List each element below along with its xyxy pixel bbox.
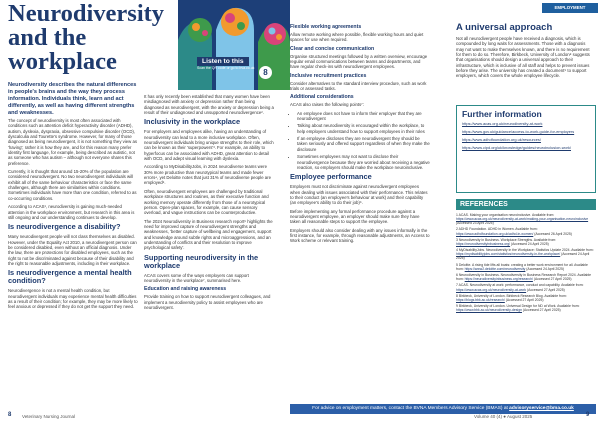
paragraph: The concept of neurodiversity is most often associated with conditions such as attention deficit hyperactivity disorder (ADHD), autism, dyslexia, dyspraxia, obsessive compulsive disorder (OCD), dyscalculia and Tourette's syndrome. However, for many of those diagnosed as being neurodivergent, it is not something they view as 'having'; rather it is how they are, and for this reason many prefer identity first language, for example, being described as autistic, not as someone who has autism – although not everyone shares this preference. <box>8 118 137 166</box>
references-header: REFERENCES <box>456 199 596 210</box>
paragraph: Currently, it is thought that around 15-20% of the population are considered neurodivergent. No two neurodivergent individuals will exhibit all of the same behaviour characteristics or face the same challenges, although there are similarities within conditions. Sometimes individuals have more than one condition, referred to as co-occurring conditions. <box>8 169 137 201</box>
reference-link[interactable]: https://neurodiversityinbusiness.org/ <box>456 241 511 246</box>
paragraph: ACAS covers some of the ways employers can support neurodiversity in the workplace⁷, summarised here. <box>144 272 249 283</box>
heading-supporting: Supporting neurodiversity in the workplace <box>144 252 259 270</box>
reference-link[interactable]: https://www.acas.org.uk/neurodiversity-at-work <box>456 287 527 292</box>
heading-communication: Clear and concise communication <box>290 45 375 52</box>
issue-info: Volume 40 (4) ● August 2025 <box>474 414 533 419</box>
paragraph: Before implementing any formal performance procedure against a neurodivergent employee, an employer should make sure they have taken all reasonable steps to support the employee. <box>290 208 420 225</box>
paragraph: For employers and employees alike, having an understanding of neurodiversity can lead to a more inclusive workplace. Often, neurodivergent individuals bring unique strengths to their role, which can be known as their 'superpowers'³. For example, an ability to hyperfocus can be associated with ADHD, great attention to detail with OCD, and adept visual learning with dyslexia. <box>144 129 274 162</box>
reference-text: 3 Neurodiversity in Business. Workplace Strengths. Available from: <box>456 237 557 242</box>
reference-accessed: (Accessed 24 April 2025) <box>525 266 564 271</box>
page-title: Neurodiversity and the workplace <box>8 0 165 75</box>
list-item: • If an employee discloses they are neurodivergent they should be taken seriously and offered support regardless of when they make the disclosure <box>297 136 430 152</box>
reference-item <box>456 273 596 281</box>
brain-illustration-banner <box>178 0 290 90</box>
heading-education: Education and raising awareness <box>144 286 227 293</box>
reference-accessed: (Accessed 24 April 2025) <box>510 241 549 246</box>
reference-link[interactable]: https://www.acas.org.uk/neurodiversity-at-work/making-your-organisation-neuroinclusive <box>456 217 589 222</box>
reference-link[interactable]: https://www.bbk.ac.uk/neurodiversity-design <box>456 308 522 313</box>
heading-inclusivity: Inclusivity in the workplace <box>144 117 241 127</box>
paragraph: The 2024 Neurodiversity in Business research report⁶ highlights the need for improved capture of neurodivergent strengths and weaknesses, 'better capture of wellbeing and engagement, support and knowledge around subtle rights and microaggressions, and an understanding of conflicts and their resolution to improve psychological safety'. <box>144 218 273 251</box>
reference-item <box>456 263 596 271</box>
reference-link[interactable]: https://blogs.bbk.ac.uk/research/ <box>456 297 505 302</box>
reference-text: 1 ACAS. Making your organisation neuroinclusive. Available from: <box>456 213 555 217</box>
reference-accessed: (Accessed 27 April 2025) <box>532 277 572 282</box>
heading-universal: A universal approach <box>456 22 553 33</box>
advice-email-link[interactable]: advisoryservice@bma.co.uk <box>509 406 574 411</box>
paragraph: It has only recently been established that many women have been misdiagnosed with anxiety or depression rather than being diagnosed as neurodivergent, with the anxiety or depression being a result of their undiagnosed and unsupported neurodivergence². <box>144 94 274 116</box>
reference-item <box>456 294 596 302</box>
reference-text: 5 Deloitte. A rising tide lifts all boats: creating a better work environment for all. Available from: <box>456 262 588 271</box>
left-page-number: 8 <box>8 412 12 418</box>
reference-item <box>456 283 596 291</box>
further-info-link[interactable]: https://www.acas.org.uk/neurodiversity-at-work <box>462 121 543 126</box>
listen-label[interactable]: Listen to this <box>197 57 249 66</box>
paragraph: According to MyDisabilityJobs, in 2024 neurodiverse teams were 30% more productive than neurotypical teams and made fewer errors⁴, yet Deloitte notes that just 31% of neurodiverse people are employed⁵. <box>144 164 272 186</box>
reference-link[interactable]: https://www.adhdfoundation.org.uk/adhd-in-women/ <box>456 231 534 236</box>
heading-recruitment: Inclusive recruitment practices <box>290 72 367 79</box>
reference-accessed: (Accessed 27 April 2025) <box>526 287 565 292</box>
reference-text: 7 ACAS. Neurodiversity at work: performance, conduct and capability. Available from: <box>456 283 584 288</box>
paragraph: Allow remote working where possible, flexible working hours and quiet spaces for use when required. <box>290 32 424 43</box>
considerations-list <box>290 111 430 170</box>
heading-additional: Additional considerations <box>290 94 354 101</box>
reference-item <box>456 213 596 225</box>
reference-link[interactable]: https://www2.deloitte.com/neurodiversity <box>464 266 526 271</box>
advice-bar <box>290 404 596 414</box>
advice-text: For advice on employment matters, contact the BVNA Members Advisory Service (BMAS) at <box>312 406 510 411</box>
paragraph: Often, neurodivergent employees are challenged by traditional workplace structures and routines, as their executive function and working memory operate differently from those of a neurotypical person. Open-plan spaces, for example, can cause sensory overload, and vague instructions can be counterproductive. <box>144 188 269 216</box>
paragraph: Many neurodivergent people will not class themselves as disabled. However, under the Equality Act 2010, a neurodivergent person can be considered disabled, even without an official diagnosis. Under the law, there are protections for disabled employees, such as the right to not be discriminated against because of their disability and the right to reasonable adjustments, including in their workplace. <box>8 234 137 266</box>
reference-accessed: (Accessed 27 April 2025) <box>504 297 544 302</box>
further-info-link[interactable]: https://www.adhdfoundation.org.uk/resources/ <box>462 136 541 142</box>
reference-text: 2 ADHD Foundation. ADHD in Women. Available from: <box>456 227 538 232</box>
brain-heads-illustration <box>178 0 290 90</box>
paragraph: Provide training on how to support neurodivergent colleagues, and implement a neurodiversity policy to assist employees who are neurodivergent. <box>144 294 271 310</box>
audio-badge[interactable]: 8 <box>259 66 272 79</box>
paragraph: Employers should also consider dealing with any issues informally in the first instance, for example, through reasonable adjustments, an Access to Work scheme or relevant training. <box>290 227 430 244</box>
reference-item <box>456 227 596 235</box>
further-info-link[interactable]: https://www.gov.uk/guidance/access-to-work-guide-for-employers <box>462 128 575 134</box>
heading-performance: Employee performance <box>290 172 372 182</box>
paragraph: Neurodivergence is not a mental health condition, but neurodivergent individuals may experience mental health difficulties as a result of their condition; for example, they may be more likely to feel anxious or depressed if they do not get the support they need. <box>8 288 138 310</box>
section-tag: EMPLOYMENT <box>542 3 598 13</box>
reference-text: 6 Neurodiversity in Business. Neurodiversity in Business Research Report 2024. Available from: <box>456 273 592 282</box>
references-list <box>456 213 596 315</box>
paragraph: Consider alternatives to the standard interview procedure, such as work trials or assessed tasks. <box>290 80 427 92</box>
reference-link[interactable]: https://mydisabilityjobs.com/statistics/neurodiversity-in-the-workplace/ <box>456 252 561 257</box>
list-item: • Talking about neurodiversity is encouraged within the workplace, to help employers understand how to support employees in their roles <box>297 123 430 134</box>
reference-item <box>456 248 596 260</box>
reference-text: 4 MyDisabilityJobs. Neurodiversity in the Workplace: Statistics Update 2024. Available from: <box>456 248 594 253</box>
further-info-box <box>456 105 596 193</box>
journal-name: Veterinary Nursing Journal <box>22 414 76 419</box>
reference-accessed: (Accessed 26 April 2025) <box>533 231 572 236</box>
reference-accessed: (Accessed 23 April 2025) <box>456 221 494 226</box>
heading-flexible: Flexible working agreements <box>290 24 362 30</box>
universal-paragraph: Not all neurodivergent people have received a diagnosis, which is compounded by long waits for assessments. Those with a diagnosis may not want to make themselves known, and there is no requirement for them to do so. Therefore, Birkbeck, University of London⁸ suggests that organisations should design a universal approach to their infrastructure, which is inclusive of all staff and helps to prevent issues before they arise. The university has created a document⁹ to support employers, which covers the whole employee lifecycle. <box>456 36 590 79</box>
further-info-link[interactable]: https://www.cipd.org/uk/knowledge/guides/neuroinclusion-work/ <box>462 144 571 150</box>
column-1 <box>8 118 138 313</box>
reference-accessed: (Accessed 27 April 2025) <box>521 308 561 313</box>
column-2 <box>144 94 274 313</box>
list-item: • Sometimes employees may not want to disclose their neurodivergence because they are worried about receiving a negative reaction, so employers should make the workplace neuroinclusive. <box>297 154 430 170</box>
reference-item <box>456 238 596 246</box>
paragraph: Organise structured meetings followed by a written overview, encourage regular email communications between teams and departments, and have regular check-ins with neurodivergent employees. <box>290 53 428 70</box>
list-item: • An employee does not have to inform their employer that they are neurodivergent <box>297 111 430 122</box>
reference-link[interactable]: https://neurodiversityinbusiness.org/research/ <box>464 277 533 282</box>
column-3 <box>290 24 430 247</box>
paragraph: Employers must not discriminate against neurodivergent employees when dealing with issues associated with their performance. This relates to their conduct (an employee's behaviour at work) and their capability (an employee's ability to do their job)⁶. <box>290 184 428 206</box>
paragraph: ACAS also raises the following points⁷: <box>290 102 364 108</box>
heading-disability: Is neurodivergence a disability? <box>8 222 121 232</box>
reference-accessed: (Accessed 24 April 2025) <box>456 252 590 261</box>
further-info-title: Further information <box>462 109 542 119</box>
lead-paragraph: Neurodiversity describes the natural differences in people's brains and the way they process information. Individuals think, learn and act differently, as well as having different strengths and weaknesses. <box>8 82 137 116</box>
reference-text: 9 Birkbeck, University of London. Universal Design for ND at Work. Available from: <box>456 304 580 309</box>
right-page-number: 9 <box>586 412 590 418</box>
reference-item <box>456 304 596 312</box>
reference-text: 8 Birkbeck, University of London. Birkbeck Research Blog. Available from: <box>456 293 567 298</box>
paragraph: According to ACAS¹, neurodiversity is gaining much-needed attention in the workplace environment, but research in this area is still ongoing and our understanding continues to develop. <box>8 204 135 220</box>
heading-mental-health: Is neurodivergence a mental health condition? <box>8 268 132 286</box>
listen-sub: Scan the QR code or go to bva.co.uk <box>197 66 255 70</box>
